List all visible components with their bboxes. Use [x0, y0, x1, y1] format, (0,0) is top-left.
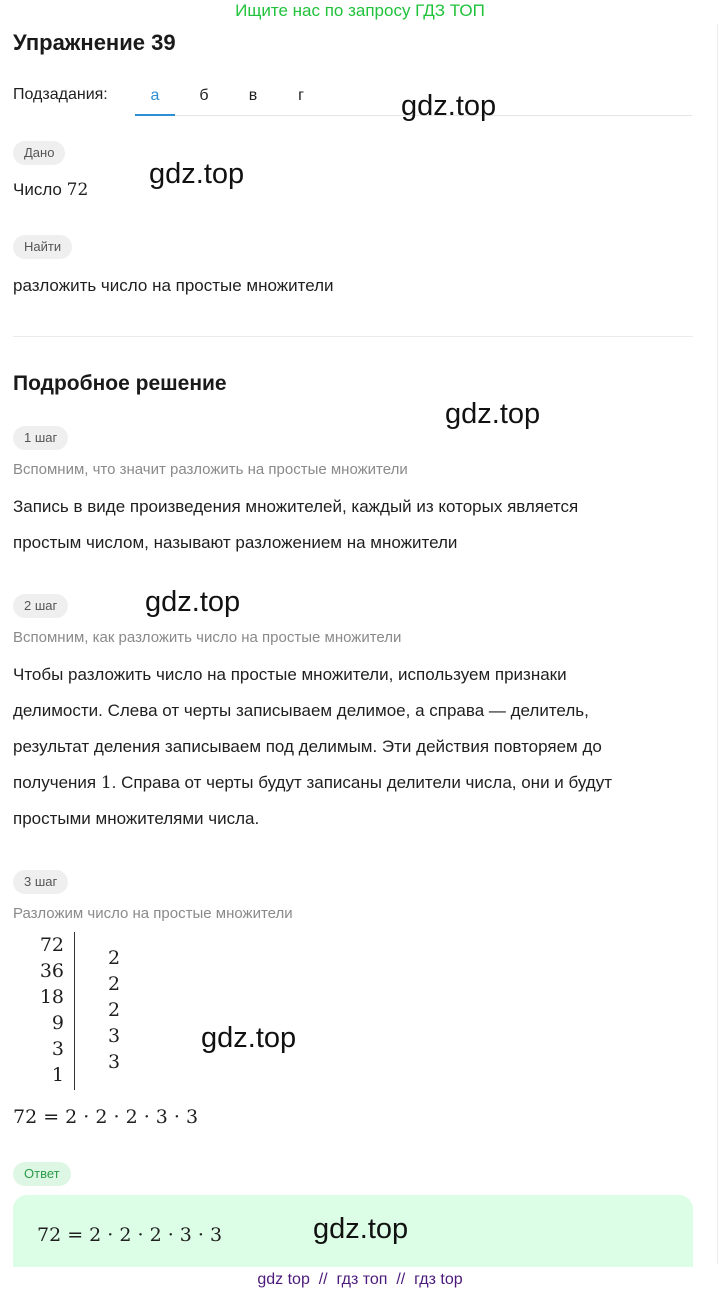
subtasks-label: Подзадания:: [13, 86, 108, 103]
answer-badge: Ответ: [13, 1162, 71, 1186]
step2-badge: 2 шаг: [13, 594, 68, 618]
tab-subtask-v[interactable]: в: [248, 87, 258, 104]
watermark: gdz.top: [445, 398, 541, 430]
division-bar: [74, 932, 75, 1090]
given-number: 72: [66, 180, 89, 200]
solution-heading: Подробное решение: [13, 372, 227, 395]
given-badge: Дано: [13, 141, 65, 165]
divisor: 3: [108, 1051, 121, 1073]
footer-separator: //: [318, 1271, 328, 1288]
right-scroll-rule: [717, 24, 718, 1264]
step2-line-start: получения: [13, 773, 97, 792]
watermark: gdz.top: [401, 90, 497, 122]
dividend: 18: [39, 986, 64, 1008]
step2-hint: Вспомним, как разложить число на простые множители: [13, 629, 402, 646]
section-divider: [13, 336, 693, 337]
tab-subtask-a[interactable]: а: [135, 84, 175, 116]
watermark: gdz.top: [201, 1022, 297, 1054]
step2-line: результат деления записываем под делимым. Эти действия повторяем до: [13, 737, 602, 756]
dividend: 9: [51, 1012, 64, 1034]
step2-number-one: 1: [100, 773, 112, 793]
factorization-result: 72 = 2 · 2 · 2 · 3 · 3: [13, 1106, 199, 1128]
page-title: Упражнение 39: [13, 30, 176, 55]
answer-text: 72 = 2 · 2 · 2 · 3 · 3: [37, 1224, 223, 1246]
step2-line: простыми множителями числа.: [13, 809, 260, 828]
step2-line: Чтобы разложить число на простые множители, используем признаки: [13, 665, 567, 684]
watermark: gdz.top: [313, 1213, 409, 1245]
step2-text: [13, 657, 693, 837]
step1-line: простым числом, называют разложением на множители: [13, 533, 458, 552]
footer-link-gdz-top[interactable]: gdz top: [257, 1271, 310, 1288]
dividend: 3: [51, 1038, 64, 1060]
footer-link-gdz-top-ru[interactable]: гдз топ: [336, 1271, 388, 1288]
step1-line: Запись в виде произведения множителей, каждый из которых является: [13, 497, 579, 516]
step2-line: [13, 765, 693, 801]
footer-links: [0, 1267, 720, 1295]
divisor: 2: [108, 973, 121, 995]
step1-text: [13, 489, 693, 561]
given-prefix: Число: [13, 180, 62, 199]
divisor: 2: [108, 947, 121, 969]
watermark: gdz.top: [149, 158, 245, 190]
footer-link-gdz-top-mixed[interactable]: гдз top: [414, 1271, 463, 1288]
watermark: gdz.top: [145, 586, 241, 618]
footer-separator: //: [396, 1271, 406, 1288]
step1-hint: Вспомним, что значит разложить на простые множители: [13, 461, 408, 478]
find-badge: Найти: [13, 235, 72, 259]
tab-subtask-b[interactable]: б: [199, 87, 209, 104]
step2-line: делимости. Слева от черты записываем делимое, а справа — делитель,: [13, 701, 589, 720]
step3-hint: Разложим число на простые множители: [13, 905, 293, 922]
given-text: [13, 180, 88, 200]
find-text: разложить число на простые множители: [13, 276, 334, 295]
dividends-column: [22, 932, 64, 1088]
divisors-column: [108, 945, 138, 1075]
divisor: 3: [108, 1025, 121, 1047]
step1-badge: 1 шаг: [13, 426, 68, 450]
dividend: 1: [51, 1064, 64, 1086]
search-banner: Ищите нас по запросу ГДЗ ТОП: [235, 1, 485, 20]
step3-badge: 3 шаг: [13, 870, 68, 894]
dividend: 72: [39, 934, 64, 956]
step2-line-end: . Справа от черты будут записаны делители числа, они и будут: [111, 773, 613, 792]
dividend: 36: [39, 960, 64, 982]
divisor: 2: [108, 999, 121, 1021]
tab-subtask-g[interactable]: г: [298, 87, 304, 104]
